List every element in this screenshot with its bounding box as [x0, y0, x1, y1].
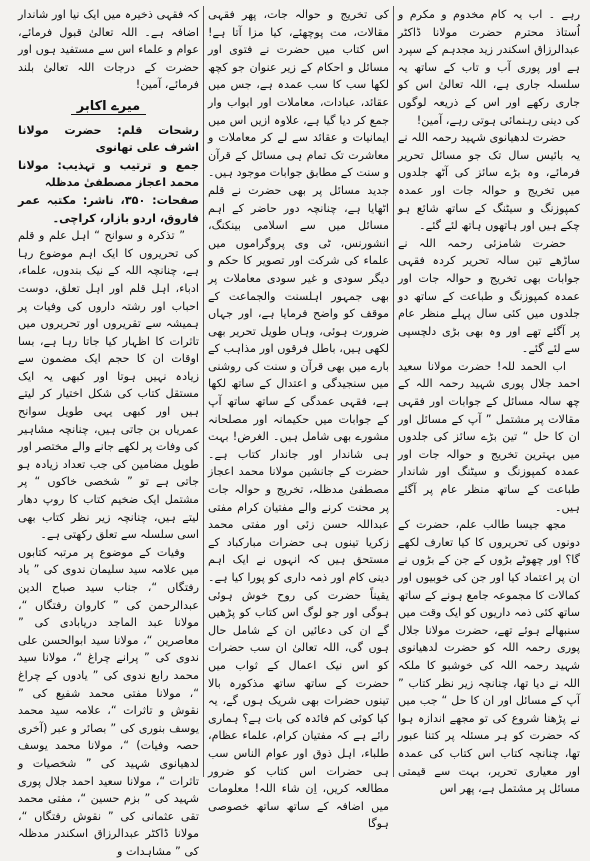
- section-heading: [18, 98, 199, 116]
- paragraph: رشحات قلم: حضرت مولانا اشرف علی تھانوی: [18, 123, 199, 155]
- paragraph: ” تذکرہ و سوانح “ اہل علم و قلم کی تحریروں کا ایک اہم موضوع رہا ہے، چنانچہ اللہ کے نیک بندوں، علماء، ادباء، اہل قلم اور اہل تعلق، دوست احباب اور رشتہ داروں کی وفیات پر ہمیشہ سے تقریروں اور تحریروں میں تاثرات کا اظہار کیا جاتا رہا ہے، بسا اوقات ان کا حجم ایک مضمون سے زیادہ نہیں ہوتا اور کبھی یہ ایک مستقل کتاب کی شکل اختیار کر لیتے ہیں اور کبھی یہی طویل سوانح عمریاں بن جاتی ہیں، چنانچہ مشاہیر کی وفات پر لکھے جانے والے مختصر اور طویل مضامین کی جب تعداد زیادہ ہو جاتی ہے تو ” شخصی خاکوں “ پر مشتمل ایک ضخیم کتاب کا روپ دھار لیتے ہیں، چنانچہ زیر نظر کتاب بھی اسی سلسلہ سے تعلق رکھتی ہے۔: [18, 229, 199, 542]
- paragraph: حضرت شامزئی رحمہ اللہ نے ساڑھے تین سالہ تحریر کردہ فقہی جوابات بھی تخریج و حوالہ جات اور عمدہ کمپوزنگ و طباعت کے ساتھ دو جلدوں میں کئی سال پہلے منظر عام پر آگئے تھے اور وہ بھی بڑی دلچسپی سے لئے گئے۔: [398, 236, 580, 356]
- paragraph: کی تخریج و حوالہ جات، پھر فقہی مقالات، مت پوچھئے، کیا مزا آتا ہے! اس کتاب میں حضرت نے فتوی اور مسائل و احکام کے زیر عنوان جو کچھ لکھا سب کا سب عمدہ ہے، جس میں عقائد، عبادات، معاملات اور ابواب وار جمع کر دیا گیا ہے، علاوہ ازیں اس میں ایمانیات و عقائد سے لے کر معاملات و معاشرت تک تمام ہی مسائل کے قرآن و سنت کے مطابق جوابات موجود ہیں۔ جدید مسائل پر بھی حضرت نے قلم اٹھایا ہے، چنانچہ دور حاضر کے اہم مسائل میں سے اسلامی بینکنگ، انشورنس، ٹی وی پروگراموں میں علماء کی شرکت اور تصویر کا حکم و دیگر سودی و غیر سودی معاملات پر بھی جمہور اہلسنت والجماعت کے موقف کو واضح فرمایا ہے، اور جہاں ضرورت ہوئی، وہاں طویل تحریر بھی لکھی ہیں، باطل فرقوں اور مذاہب کے بارے میں بھی قرآن و سنت کی روشنی میں سنجیدگی و اعتدال کے ساتھ لکھا ہے، فقہی عمدگی کے ساتھ ساتھ آپ کے جوابات میں حکیمانہ اور مصلحانہ مشورے بھی شامل ہیں۔ الغرض! بہت ہی شاندار اور جاندار کتاب ہے۔ حضرت کے جانشین مولانا محمد اعجاز مصطفیٰ مدظلہ، تخریج و حوالہ جات پر محنت کرنے والے مفتیان کرام مفتی عبداللہ حسن زئی اور مفتی محمد زکریا تینوں ہی حضرات مبارکباد کے مستحق ہیں کہ انہوں نے ایک اہم دینی کام اور ذمہ داری کو پورا کیا ہے۔ یقیناً حضرت کی روح خوش ہوئی ہوگی اور جو لوگ اس کتاب کو پڑھیں گے ان کی دعائیں ان کے شامل حال ہوں گی، اللہ تعالیٰ ان سب حضرات کو اس نیک اعمال کے ثواب میں حضرت کے ساتھ ساتھ مذکورہ بالا تینوں حضرات بھی شریک ہوں گے، یہ کیا کوئی کم فائدہ کی بات ہے؟ ہماری رائے ہے کہ مفتیان کرام، علماء عظام، طلباء، اہل ذوق اور عوام الناس سب ہی حضرات اس کتاب کو ضرور مطالعہ کریں، اِن شاء اللہ! معلومات میں اضافہ کے ساتھ ساتھ خصوصی ہوگا: [208, 8, 389, 831]
- paragraph: کہ فقہی ذخیرہ میں ایک نیا اور شاندار اضافہ ہے۔ اللہ تعالیٰ قبول فرمائے، عوام و علماء اس سے مستفید ہوں اور حضرت کے درجات اللہ تعالیٰ بلند فرمائے، آمین!: [18, 8, 199, 92]
- paragraph: جمع و ترتیب و تہذیب: مولانا محمد اعجاز مصطفیٰ مدظلہ: [18, 158, 199, 190]
- column-left: [14, 6, 204, 858]
- paragraph: اب الحمد للہ! حضرت مولانا سعید احمد جلال پوری شہید رحمہ اللہ کے چھ سالہ مسائل کے جوابات اور فقہی مقالات پر مشتمل ” آپ کے مسائل اور ان کا حل “ تین بڑے سائز کی جلدوں میں بہترین تخریج و حوالہ جات اور عمدہ کمپوزنگ و سیٹنگ اور شاندار طباعت کے ساتھ منظر عام پر آگئے ہیں۔: [398, 359, 580, 514]
- paragraph: وفیات کے موضوع پر مرتبہ کتابوں میں علامہ سید سلیمان ندوی کی ” یاد رفتگاں “، جناب سید صباح الدین عبدالرحمن کی ” کاروان رفتگاں “، مولانا عبد الماجد دریابادی کی ” معاصرین “، مولانا سید ابوالحسن علی ندوی کی ” پرانے چراغ “، مولانا سید محمد رابع ندوی کی ” یادوں کے چراغ “، مولانا مفتی محمد شفیع کی ” نقوش و تاثرات “، علامہ سید محمد یوسف بنوری کی ” بصائر و عبر (آخری حصہ وفیات) “، مولانا محمد یوسف لدھیانوی شہید کی ” شخصیات و تاثرات “، مولانا سعید احمد جلال پوری شہید کی ” بزم حسین “، مفتی محمد تقی عثمانی کی ” نقوش رفتگاں “، مولانا ڈاکٹر عبدالرزاق اسکندر مدظلہ کی ” مشاہدات و: [18, 545, 199, 858]
- paragraph: حضرت لدھیانوی شہید رحمہ اللہ نے یہ بائیس سال تک جو مسائل تحریر فرمائے، وہ بڑے سائز کی آٹھ جلدوں میں تخریج و حوالہ جات اور عمدہ کمپوزنگ و سیٹنگ کے ساتھ شائع ہو چکے ہیں اور ہاتھوں ہاتھ لئے گئے۔: [398, 131, 580, 233]
- paragraph: صفحات: ۳۵۰، ناشر: مکتبہ عمر فاروق، اردو بازار، کراچی۔: [18, 193, 199, 225]
- paragraph: مجھ جیسا طالب علم، حضرت کے دونوں کی تحریروں کا کیا تعارف لکھے گا؟ اور چھوٹے بڑوں کے جن کے بڑوں نے ان پر اعتماد کیا اور جن کی خوبیوں اور کمالات کا مجموعہ جامع ہونے کے ساتھ ساتھ کئی ذمہ داریوں کو ایک وقت میں سنبھالے ہوئے تھے، حضرت مولانا جلال پوری رحمہ اللہ کو حضرت لدھیانوی شہید رحمہ اللہ کی خوشبو کا ملکہ اللہ نے دیا تھا، چنانچہ زیر نظر کتاب ” آپ کے مسائل اور ان کا حل “ جب میں نے پڑھنا شروع کی تو مجھے اندازہ ہوا کہ حضرت کو ہر مسئلہ پر کتنا عبور تھا، چنانچہ کتاب اس کتاب کی عمدہ اور معیاری تحریر، بہت سے قیمتی مسائل پر مشتمل ہے، پھر اس: [398, 518, 580, 796]
- section-heading-text: میرے اکابر: [71, 99, 146, 115]
- column-middle: [204, 6, 394, 831]
- column-right: [394, 6, 584, 796]
- paragraph: رہے ۔ اب یہ کام مخدوم و مکرم و اُستاذ محترم حضرت مولانا ڈاکٹر عبدالرزاق اسکندر زید مجدہم کے سپرد ہے اور پوری آب و تاب کے ساتھ یہ سلسلہ جاری ہے، اللہ تعالیٰ اس کو جاری رکھے اور اس کے ذریعہ لوگوں کی دینی رہنمائی ہوتی رہے، آمین!: [398, 8, 580, 127]
